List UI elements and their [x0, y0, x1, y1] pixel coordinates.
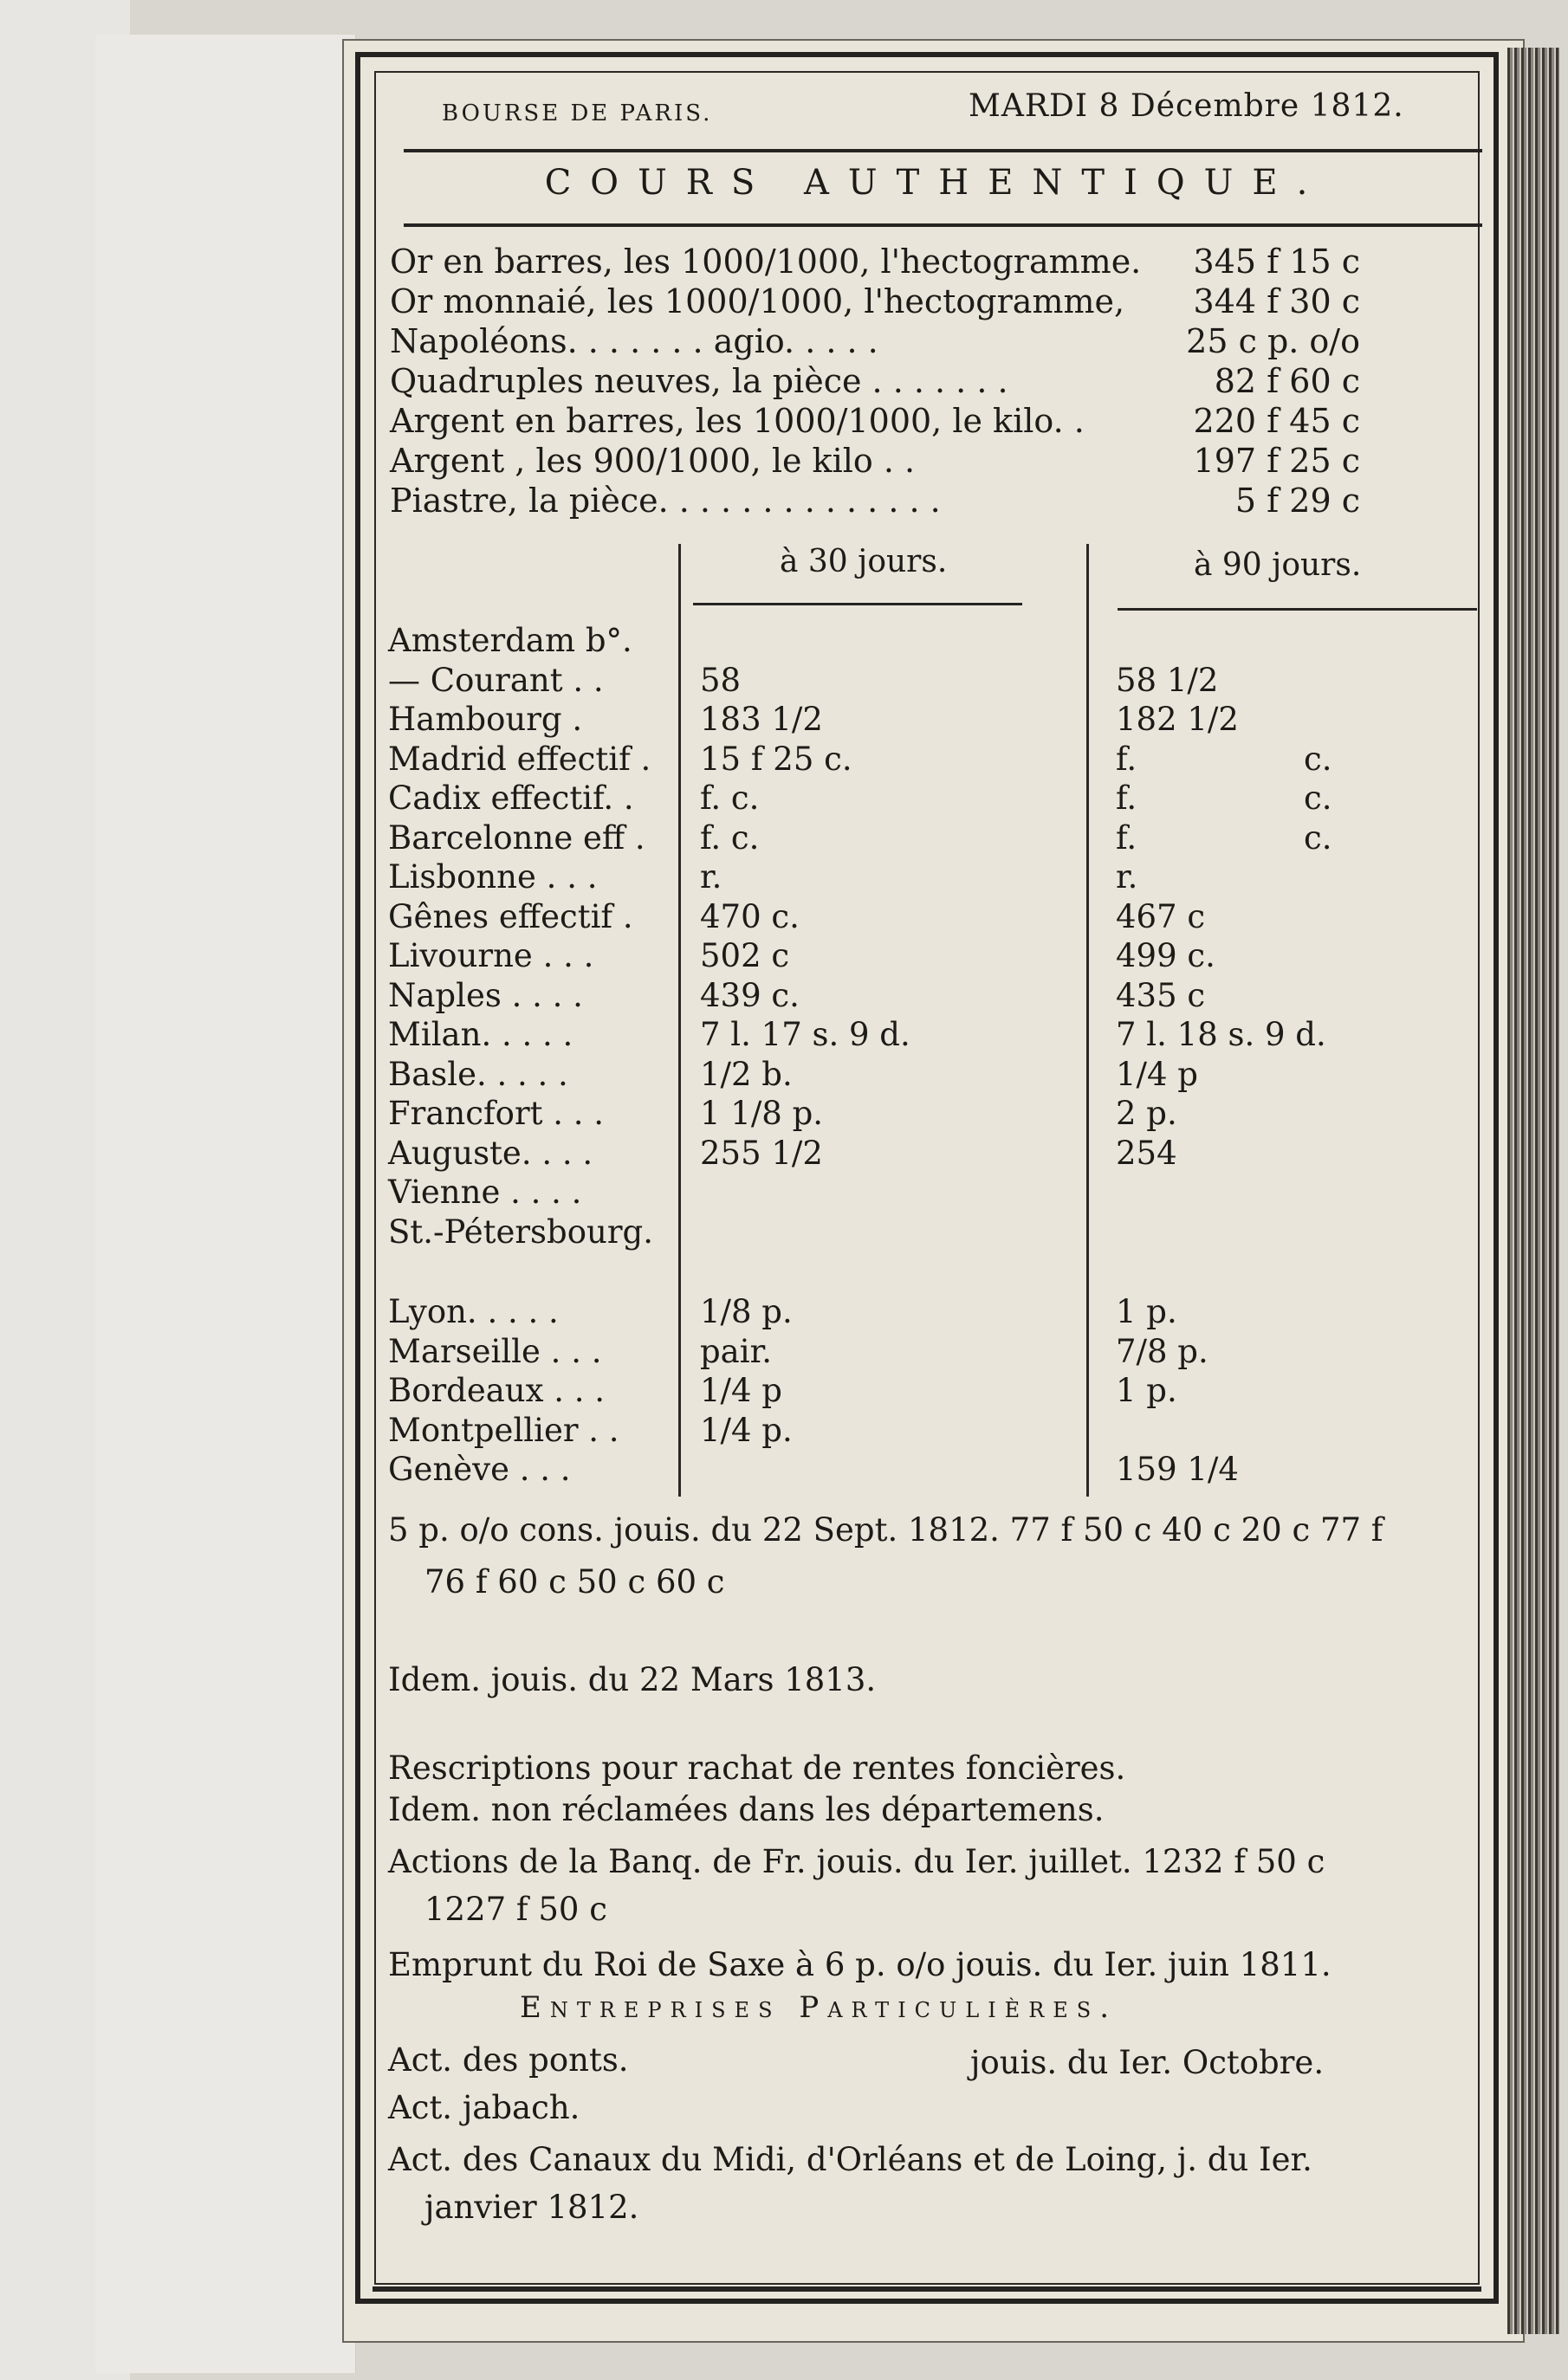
exchange-30-jours: r.	[700, 858, 722, 896]
exchange-place: Francfort . . .	[388, 1095, 605, 1132]
exchange-place: Auguste. . . .	[388, 1135, 593, 1172]
act-ponts: Act. des ponts.	[388, 2041, 629, 2079]
entreprises-heading: Entreprises Particulières.	[520, 1990, 1118, 2025]
exchange-90-jours: 182 1/2	[1116, 701, 1239, 738]
domestic-30-jours: 1/4 p.	[700, 1412, 793, 1449]
domestic-place: Genève . . .	[388, 1451, 571, 1488]
metal-label: Argent en barres, les 1000/1000, le kilo. .	[390, 402, 1085, 440]
metal-label: Or monnaié, les 1000/1000, l'hectogramme,	[390, 282, 1125, 320]
act-canaux-line-2: janvier 1812.	[424, 2189, 639, 2226]
col-30-rule	[693, 603, 1022, 605]
header-date: MARDI 8 Décembre 1812.	[969, 88, 1404, 124]
metal-value: 25 c p. o/o	[1186, 322, 1360, 360]
header-rule	[404, 149, 1482, 152]
exchange-place: Madrid effectif .	[388, 741, 651, 778]
idem-non-reclamees: Idem. non réclamées dans les départemens.	[388, 1791, 1105, 1828]
act-jabach: Act. jabach.	[388, 2089, 580, 2126]
exchange-place: Basle. . . . .	[388, 1056, 568, 1093]
col-30-jours: à 30 jours.	[780, 544, 948, 579]
col-90-rule	[1118, 608, 1477, 611]
rentes-line-2: 76 f 60 c 50 c 60 c	[424, 1563, 725, 1601]
metal-label: Piastre, la pièce. . . . . . . . . . . . . .	[390, 482, 941, 520]
domestic-30-jours: 1/8 p.	[700, 1293, 793, 1330]
exchange-90-jours-cents: c.	[1304, 741, 1332, 778]
exchange-place: Hambourg .	[388, 701, 583, 738]
actions-banque-line-1: Actions de la Banq. de Fr. jouis. du Ier. juillet. 1232 f 50 c	[388, 1843, 1325, 1880]
exchange-30-jours: f. c.	[700, 819, 760, 857]
exchange-place: Gênes effectif .	[388, 898, 633, 935]
metal-value: 197 f 25 c	[1193, 442, 1360, 480]
domestic-90-jours: 1 p.	[1116, 1293, 1177, 1330]
exchange-place: Cadix effectif. .	[388, 779, 634, 817]
exchange-place: Milan. . . . .	[388, 1016, 573, 1053]
exchange-90-jours-cents: c.	[1304, 819, 1332, 857]
title-rule	[404, 223, 1482, 227]
exchange-place: Vienne . . . .	[388, 1174, 582, 1211]
page-title: COURS AUTHENTIQUE.	[544, 163, 1327, 203]
act-canaux-line-1: Act. des Canaux du Midi, d'Orléans et de Loing, j. du Ier.	[388, 2141, 1312, 2178]
rescriptions: Rescriptions pour rachat de rentes foncières.	[388, 1749, 1126, 1787]
exchange-90-jours: 58 1/2	[1116, 662, 1219, 699]
exchange-30-jours: 255 1/2	[700, 1135, 823, 1172]
exchange-place: — Courant . .	[388, 662, 604, 699]
exchange-90-jours: r.	[1116, 858, 1138, 896]
bottom-rule	[373, 2286, 1481, 2292]
exchange-30-jours: 7 l. 17 s. 9 d.	[700, 1016, 910, 1053]
facing-page	[95, 35, 356, 2373]
exchange-place: Amsterdam b°.	[388, 622, 632, 659]
exchange-place: Barcelonne eff .	[388, 819, 645, 857]
exchange-30-jours: 502 c	[700, 937, 790, 974]
domestic-place: Bordeaux . . .	[388, 1372, 606, 1409]
rentes-line-1: 5 p. o/o cons. jouis. du 22 Sept. 1812. 77 f 50 c 40 c 20 c 77 f	[388, 1511, 1383, 1549]
exchange-90-jours: f.	[1116, 741, 1137, 778]
exchange-place: Naples . . . .	[388, 977, 583, 1014]
header-bourse: BOURSE DE PARIS.	[442, 100, 713, 126]
domestic-30-jours: 1/4 p	[700, 1372, 782, 1409]
domestic-place: Montpellier . .	[388, 1412, 619, 1449]
exchange-90-jours: 7 l. 18 s. 9 d.	[1116, 1016, 1326, 1053]
metal-label: Or en barres, les 1000/1000, l'hectogramme.	[390, 243, 1142, 281]
exchange-30-jours: 439 c.	[700, 977, 800, 1014]
exchange-place: Livourne . . .	[388, 937, 594, 974]
metal-value: 345 f 15 c	[1193, 243, 1360, 281]
domestic-place: Lyon. . . . .	[388, 1293, 559, 1330]
exchange-90-jours: 467 c	[1116, 898, 1206, 935]
exchange-90-jours: 1/4 p	[1116, 1056, 1198, 1093]
exchange-30-jours: f. c.	[700, 779, 760, 817]
exchange-90-jours: 499 c.	[1116, 937, 1215, 974]
domestic-place: Marseille . . .	[388, 1333, 602, 1370]
column-divider-left	[678, 544, 681, 1497]
act-ponts-jouis: jouis. du Ier. Octobre.	[970, 2044, 1325, 2081]
emprunt-saxe: Emprunt du Roi de Saxe à 6 p. o/o jouis. du Ier. juin 1811.	[388, 1946, 1332, 1983]
metal-label: Argent , les 900/1000, le kilo . .	[390, 442, 916, 480]
domestic-30-jours: pair.	[700, 1333, 772, 1370]
exchange-30-jours: 183 1/2	[700, 701, 823, 738]
metal-value: 5 f 29 c	[1234, 482, 1360, 520]
exchange-90-jours: 2 p.	[1116, 1095, 1177, 1132]
idem-mars: Idem. jouis. du 22 Mars 1813.	[388, 1661, 877, 1698]
exchange-30-jours: 1 1/8 p.	[700, 1095, 824, 1132]
domestic-90-jours: 1 p.	[1116, 1372, 1177, 1409]
exchange-place: Lisbonne . . .	[388, 858, 598, 896]
exchange-90-jours-cents: c.	[1304, 779, 1332, 817]
domestic-90-jours: 159 1/4	[1116, 1451, 1239, 1488]
exchange-90-jours: f.	[1116, 819, 1137, 857]
column-divider-right	[1086, 544, 1089, 1497]
page-edges	[1507, 48, 1559, 2334]
domestic-90-jours: 7/8 p.	[1116, 1333, 1208, 1370]
exchange-30-jours: 58	[700, 662, 742, 699]
exchange-90-jours: 254	[1116, 1135, 1177, 1172]
exchange-30-jours: 470 c.	[700, 898, 800, 935]
exchange-place: St.-Pétersbourg.	[388, 1213, 653, 1251]
metal-label: Napoléons. . . . . . . agio. . . . .	[390, 322, 878, 360]
actions-banque-line-2: 1227 f 50 c	[424, 1891, 607, 1928]
col-90-jours: à 90 jours.	[1194, 547, 1362, 583]
metal-value: 82 f 60 c	[1214, 362, 1360, 400]
exchange-90-jours: 435 c	[1116, 977, 1206, 1014]
exchange-30-jours: 15 f 25 c.	[700, 741, 852, 778]
metal-value: 344 f 30 c	[1193, 282, 1360, 320]
exchange-30-jours: 1/2 b.	[700, 1056, 793, 1093]
exchange-90-jours: f.	[1116, 779, 1137, 817]
metal-value: 220 f 45 c	[1193, 402, 1360, 440]
metal-label: Quadruples neuves, la pièce . . . . . . .	[390, 362, 1008, 400]
